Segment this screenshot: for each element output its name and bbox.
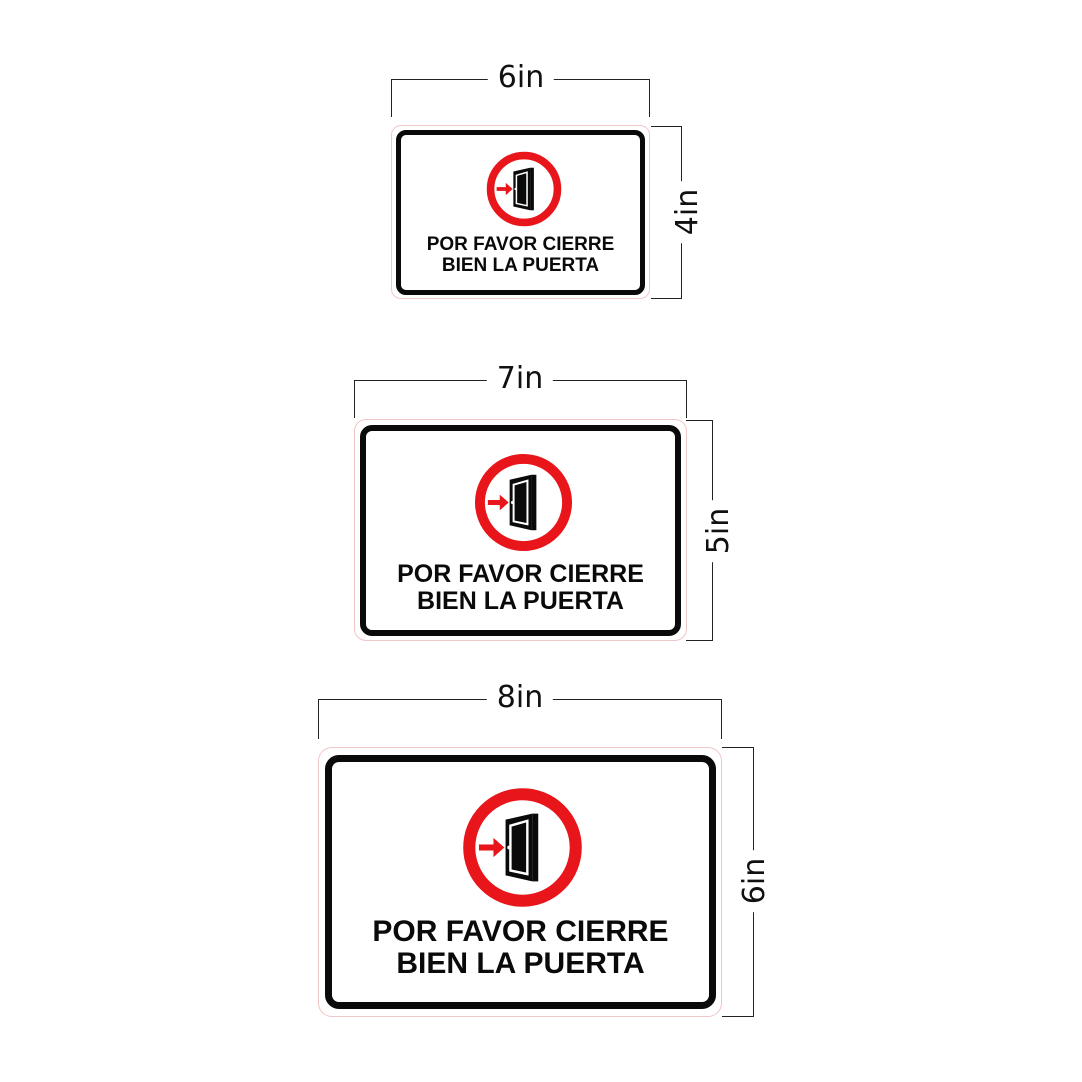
sign-message-line-1: POR FAVOR CIERRE xyxy=(397,560,644,588)
width-dimension-label: 7in xyxy=(487,364,553,394)
sign-message-line-1: POR FAVOR CIERRE xyxy=(426,234,615,255)
sign-border xyxy=(325,755,716,1009)
width-dimension-label: 8in xyxy=(487,683,553,713)
sign-message-line-2: BIEN LA PUERTA xyxy=(417,587,624,615)
sign-message-line-2: BIEN LA PUERTA xyxy=(441,254,600,276)
sign-message-line-1: POR FAVOR CIERRE xyxy=(372,915,669,948)
height-dimension-label: 5in xyxy=(704,500,734,562)
width-dimension-label: 6in xyxy=(488,63,554,93)
sign-message-line-2: BIEN LA PUERTA xyxy=(396,947,645,981)
height-dimension-label: 6in xyxy=(740,850,770,912)
close-door-icon xyxy=(462,787,583,908)
height-dimension-label: 4in xyxy=(673,181,703,243)
sign-message xyxy=(332,916,709,981)
